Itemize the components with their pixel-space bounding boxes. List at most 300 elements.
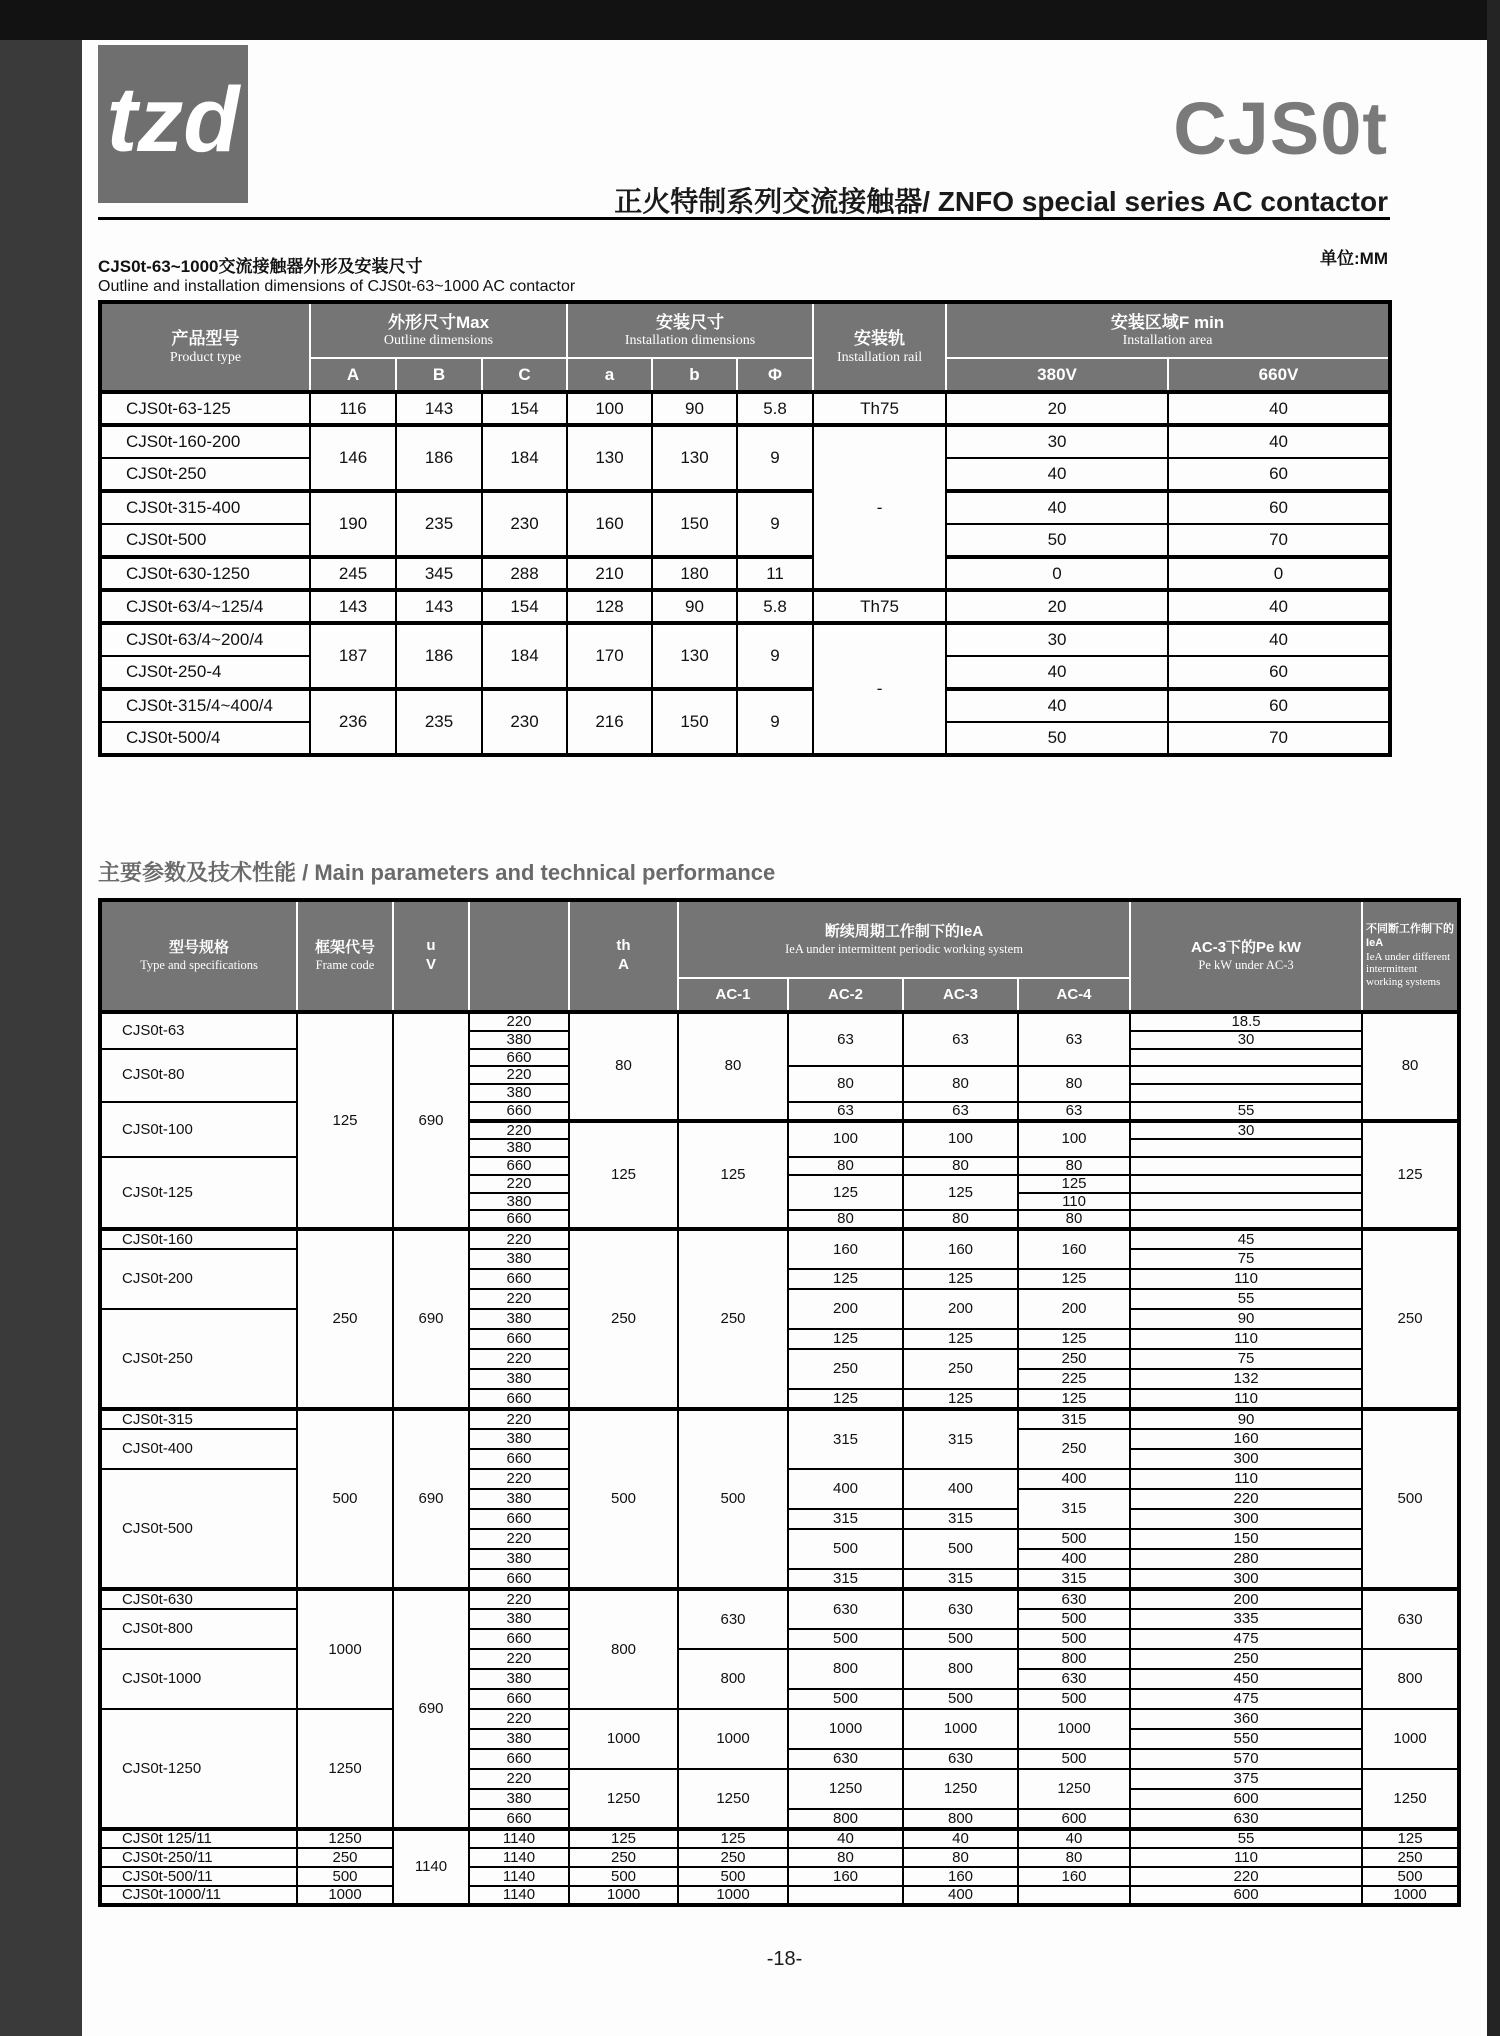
cell-voltage: 220 bbox=[469, 1709, 569, 1729]
cell-AC-4 bbox=[1018, 1886, 1130, 1905]
cell-AC-4: 1000 bbox=[1018, 1709, 1130, 1749]
cell-type: CJS0t-125 bbox=[100, 1157, 297, 1229]
cell-voltage: 660 bbox=[469, 1689, 569, 1709]
header-product-type-en: Product type bbox=[169, 349, 242, 365]
series-subtitle: 正火特制系列交流接触器/ ZNFO special series AC contactor bbox=[614, 186, 1388, 217]
cell-Pe_kW_under_AC-3: 375 bbox=[1130, 1769, 1362, 1789]
cell-AC-4: 125 bbox=[1018, 1329, 1130, 1349]
cell-AC-1: 500 bbox=[678, 1867, 788, 1886]
cell-IeA_different_systems: 1250 bbox=[1362, 1769, 1459, 1829]
cell-frame_code: 1000 bbox=[297, 1589, 393, 1709]
cell-A: 236 bbox=[310, 689, 396, 755]
cell-AC-4: 400 bbox=[1018, 1549, 1130, 1569]
cell-C: 230 bbox=[482, 689, 567, 755]
header-installation-area bbox=[946, 302, 1390, 358]
scan-border-right bbox=[1487, 0, 1500, 2036]
cell-voltage: 380 bbox=[469, 1249, 569, 1269]
cell-voltage: 220 bbox=[469, 1529, 569, 1549]
cell-frame_code: 1000 bbox=[297, 1886, 393, 1905]
cell-b: 90 bbox=[652, 590, 737, 623]
cell-Pe_kW_under_AC-3: 55 bbox=[1130, 1289, 1362, 1309]
cell-phi: 5.8 bbox=[737, 392, 813, 425]
cell-AC-2: 100 bbox=[788, 1121, 903, 1158]
cell-AC-2: 160 bbox=[788, 1867, 903, 1886]
cell-AC-3: 500 bbox=[903, 1529, 1018, 1569]
cell-th_A: 250 bbox=[569, 1229, 678, 1409]
cell-v380: 30 bbox=[946, 425, 1168, 458]
cell-AC-2: 500 bbox=[788, 1529, 903, 1569]
cell-voltage: 660 bbox=[469, 1509, 569, 1529]
header-install-en: Installation dimensions bbox=[624, 333, 756, 349]
cell-u_V: 690 bbox=[393, 1012, 469, 1229]
cell-type: CJS0t 125/11 bbox=[100, 1829, 297, 1848]
cell-voltage: 380 bbox=[469, 1139, 569, 1157]
cell-phi: 9 bbox=[737, 623, 813, 689]
cell-AC-2: 40 bbox=[788, 1829, 903, 1848]
cell-AC-4: 250 bbox=[1018, 1429, 1130, 1469]
cell-Pe_kW_under_AC-3: 335 bbox=[1130, 1609, 1362, 1629]
cell-AC-4: 800 bbox=[1018, 1649, 1130, 1669]
cell-voltage: 380 bbox=[469, 1489, 569, 1509]
cell-AC-3: 160 bbox=[903, 1229, 1018, 1269]
cell-AC-2: 800 bbox=[788, 1649, 903, 1689]
cell-type: CJS0t-100 bbox=[100, 1102, 297, 1157]
cell-voltage: 220 bbox=[469, 1769, 569, 1789]
cell-Pe_kW_under_AC-3: 200 bbox=[1130, 1589, 1362, 1609]
cell-Pe_kW_under_AC-3: 90 bbox=[1130, 1309, 1362, 1329]
cell-voltage: 380 bbox=[469, 1729, 569, 1749]
cell-th_A: 80 bbox=[569, 1012, 678, 1121]
header-rail-zh: 安装轨 bbox=[854, 329, 906, 349]
cell-voltage: 220 bbox=[469, 1469, 569, 1489]
cell-AC-2: 125 bbox=[788, 1269, 903, 1289]
cell-rail: Th75 bbox=[813, 392, 946, 425]
cell-IeA_different_systems: 80 bbox=[1362, 1012, 1459, 1121]
cell-th_A: 125 bbox=[569, 1829, 678, 1848]
cell-AC-4: 80 bbox=[1018, 1157, 1130, 1175]
cell-type: CJS0t-500 bbox=[100, 524, 310, 557]
table-row bbox=[100, 590, 1390, 623]
brand-logo bbox=[98, 45, 248, 203]
model-title: CJS0t bbox=[1173, 87, 1388, 170]
cell-type: CJS0t-500 bbox=[100, 1469, 297, 1589]
cell-v380: 50 bbox=[946, 524, 1168, 557]
cell-Pe_kW_under_AC-3: 280 bbox=[1130, 1549, 1362, 1569]
cell-voltage: 220 bbox=[469, 1649, 569, 1669]
header-AC-4: AC-4 bbox=[1018, 978, 1130, 1012]
header-AC-2: AC-2 bbox=[788, 978, 903, 1012]
cell-AC-1: 500 bbox=[678, 1409, 788, 1589]
cell-Pe_kW_under_AC-3 bbox=[1130, 1157, 1362, 1175]
cell-Pe_kW_under_AC-3: 450 bbox=[1130, 1669, 1362, 1689]
header-th-A bbox=[569, 900, 678, 1012]
cell-voltage: 220 bbox=[469, 1589, 569, 1609]
cell-Pe_kW_under_AC-3: 360 bbox=[1130, 1709, 1362, 1729]
cell-Pe_kW_under_AC-3: 570 bbox=[1130, 1749, 1362, 1769]
cell-type: CJS0t-315-400 bbox=[100, 491, 310, 524]
cell-a: 128 bbox=[567, 590, 652, 623]
header-V: V bbox=[425, 956, 436, 973]
table2-title: 主要参数及技术性能 / Main parameters and technical performance bbox=[98, 860, 776, 885]
cell-AC-2: 1000 bbox=[788, 1709, 903, 1749]
cell-AC-3: 315 bbox=[903, 1569, 1018, 1589]
cell-B: 186 bbox=[396, 425, 482, 491]
cell-type: CJS0t-63/4~125/4 bbox=[100, 590, 310, 623]
cell-voltage: 380 bbox=[469, 1429, 569, 1449]
table-row bbox=[100, 1867, 1459, 1886]
cell-AC-4: 125 bbox=[1018, 1269, 1130, 1289]
cell-u_V: 690 bbox=[393, 1409, 469, 1589]
cell-Pe_kW_under_AC-3: 75 bbox=[1130, 1249, 1362, 1269]
cell-C: 184 bbox=[482, 623, 567, 689]
cell-AC-2: 250 bbox=[788, 1349, 903, 1389]
cell-AC-4: 315 bbox=[1018, 1489, 1130, 1529]
header-product-type-zh: 产品型号 bbox=[171, 329, 240, 349]
header-col-A: A bbox=[310, 358, 396, 392]
table-row bbox=[100, 557, 1390, 590]
cell-v660: 60 bbox=[1168, 491, 1390, 524]
cell-Pe_kW_under_AC-3: 150 bbox=[1130, 1529, 1362, 1549]
cell-AC-1: 630 bbox=[678, 1589, 788, 1649]
cell-a: 160 bbox=[567, 491, 652, 557]
cell-AC-2 bbox=[788, 1886, 903, 1905]
cell-frame_code: 500 bbox=[297, 1867, 393, 1886]
cell-AC-3: 125 bbox=[903, 1389, 1018, 1409]
cell-AC-4: 63 bbox=[1018, 1012, 1130, 1066]
cell-AC-3: 40 bbox=[903, 1829, 1018, 1848]
cell-C: 154 bbox=[482, 392, 567, 425]
header-rail-en: Installation rail bbox=[836, 349, 923, 365]
cell-voltage: 220 bbox=[469, 1289, 569, 1309]
brand-logo-text: tzd bbox=[106, 69, 240, 171]
cell-AC-4: 125 bbox=[1018, 1175, 1130, 1193]
cell-b: 150 bbox=[652, 491, 737, 557]
cell-AC-3: 315 bbox=[903, 1509, 1018, 1529]
cell-Pe_kW_under_AC-3: 220 bbox=[1130, 1489, 1362, 1509]
cell-voltage: 660 bbox=[469, 1749, 569, 1769]
cell-IeA_different_systems: 500 bbox=[1362, 1867, 1459, 1886]
cell-voltage: 1140 bbox=[469, 1829, 569, 1848]
cell-th_A: 500 bbox=[569, 1409, 678, 1589]
cell-AC-3: 80 bbox=[903, 1848, 1018, 1867]
cell-frame_code: 250 bbox=[297, 1848, 393, 1867]
cell-b: 180 bbox=[652, 557, 737, 590]
header-outline-dimensions bbox=[310, 302, 567, 358]
cell-voltage: 380 bbox=[469, 1669, 569, 1689]
cell-AC-4: 110 bbox=[1018, 1193, 1130, 1211]
cell-AC-2: 800 bbox=[788, 1809, 903, 1829]
cell-voltage: 380 bbox=[469, 1549, 569, 1569]
table-row bbox=[100, 1829, 1459, 1848]
cell-B: 143 bbox=[396, 392, 482, 425]
cell-AC-4: 160 bbox=[1018, 1229, 1130, 1269]
cell-a: 100 bbox=[567, 392, 652, 425]
cell-AC-3: 400 bbox=[903, 1469, 1018, 1509]
cell-Pe_kW_under_AC-3 bbox=[1130, 1139, 1362, 1157]
cell-C: 154 bbox=[482, 590, 567, 623]
cell-u_V: 690 bbox=[393, 1589, 469, 1829]
header-u-V bbox=[393, 900, 469, 1012]
cell-B: 345 bbox=[396, 557, 482, 590]
cell-v660: 60 bbox=[1168, 689, 1390, 722]
cell-AC-4: 80 bbox=[1018, 1066, 1130, 1102]
cell-v380: 20 bbox=[946, 590, 1168, 623]
cell-AC-1: 250 bbox=[678, 1229, 788, 1409]
cell-type: CJS0t-500/4 bbox=[100, 722, 310, 755]
cell-AC-4: 500 bbox=[1018, 1529, 1130, 1549]
cell-frame_code: 500 bbox=[297, 1409, 393, 1589]
cell-Pe_kW_under_AC-3: 600 bbox=[1130, 1789, 1362, 1809]
cell-voltage: 660 bbox=[469, 1809, 569, 1829]
cell-Pe_kW_under_AC-3: 220 bbox=[1130, 1867, 1362, 1886]
cell-Pe_kW_under_AC-3: 300 bbox=[1130, 1569, 1362, 1589]
table-row bbox=[100, 425, 1390, 458]
header-installation-dimensions bbox=[567, 302, 813, 358]
unit-label: 单位:MM bbox=[1320, 249, 1388, 268]
cell-voltage: 380 bbox=[469, 1193, 569, 1211]
cell-AC-2: 1250 bbox=[788, 1769, 903, 1809]
cell-type: CJS0t-400 bbox=[100, 1429, 297, 1469]
cell-AC-3: 125 bbox=[903, 1329, 1018, 1349]
cell-AC-1: 125 bbox=[678, 1121, 788, 1230]
header-outline-zh: 外形尺寸Max bbox=[387, 312, 490, 332]
cell-AC-2: 400 bbox=[788, 1469, 903, 1509]
cell-Pe_kW_under_AC-3: 110 bbox=[1130, 1389, 1362, 1409]
cell-type: CJS0t-315 bbox=[100, 1409, 297, 1429]
cell-AC-4: 63 bbox=[1018, 1102, 1130, 1121]
cell-AC-3: 1250 bbox=[903, 1769, 1018, 1809]
cell-type: CJS0t-63-125 bbox=[100, 392, 310, 425]
cell-voltage: 380 bbox=[469, 1369, 569, 1389]
cell-AC-4: 125 bbox=[1018, 1389, 1130, 1409]
cell-voltage: 380 bbox=[469, 1609, 569, 1629]
cell-th_A: 800 bbox=[569, 1589, 678, 1709]
cell-AC-2: 630 bbox=[788, 1589, 903, 1629]
cell-type: CJS0t-315/4~400/4 bbox=[100, 689, 310, 722]
cell-AC-4: 80 bbox=[1018, 1848, 1130, 1867]
cell-Pe_kW_under_AC-3 bbox=[1130, 1193, 1362, 1211]
cell-voltage: 220 bbox=[469, 1012, 569, 1031]
cell-IeA_different_systems: 125 bbox=[1362, 1829, 1459, 1848]
table-row bbox=[100, 689, 1390, 722]
cell-AC-4: 250 bbox=[1018, 1349, 1130, 1369]
header-installation-rail bbox=[813, 302, 946, 392]
cell-Pe_kW_under_AC-3: 45 bbox=[1130, 1229, 1362, 1249]
table-row bbox=[100, 1012, 1459, 1031]
cell-AC-4: 100 bbox=[1018, 1121, 1130, 1158]
header-diff-zh: 不同断工作制下的IeA bbox=[1366, 923, 1455, 950]
header-A: A bbox=[618, 956, 629, 973]
cell-frame_code: 1250 bbox=[297, 1829, 393, 1848]
cell-AC-1: 1000 bbox=[678, 1886, 788, 1905]
cell-AC-3: 315 bbox=[903, 1409, 1018, 1469]
cell-B: 235 bbox=[396, 491, 482, 557]
cell-Pe_kW_under_AC-3: 90 bbox=[1130, 1409, 1362, 1429]
cell-C: 184 bbox=[482, 425, 567, 491]
cell-b: 130 bbox=[652, 623, 737, 689]
cell-A: 146 bbox=[310, 425, 396, 491]
cell-v380: 0 bbox=[946, 557, 1168, 590]
cell-Pe_kW_under_AC-3: 475 bbox=[1130, 1629, 1362, 1649]
header-outline-en: Outline dimensions bbox=[383, 333, 494, 349]
cell-type: CJS0t-63/4~200/4 bbox=[100, 623, 310, 656]
cell-type: CJS0t-800 bbox=[100, 1609, 297, 1649]
cell-Pe_kW_under_AC-3: 550 bbox=[1130, 1729, 1362, 1749]
cell-type: CJS0t-630-1250 bbox=[100, 557, 310, 590]
cell-IeA_different_systems: 125 bbox=[1362, 1121, 1459, 1230]
header-IeA-different-systems bbox=[1362, 900, 1459, 1012]
cell-Pe_kW_under_AC-3: 30 bbox=[1130, 1031, 1362, 1049]
cell-rail: Th75 bbox=[813, 590, 946, 623]
cell-AC-2: 80 bbox=[788, 1848, 903, 1867]
cell-voltage: 660 bbox=[469, 1269, 569, 1289]
cell-voltage: 660 bbox=[469, 1629, 569, 1649]
header-th: th bbox=[616, 937, 631, 955]
cell-u_V: 690 bbox=[393, 1229, 469, 1409]
header-col-660V: 660V bbox=[1168, 358, 1390, 392]
cell-AC-2: 200 bbox=[788, 1289, 903, 1329]
cell-voltage: 220 bbox=[469, 1229, 569, 1249]
cell-rail: - bbox=[813, 425, 946, 590]
cell-AC-4: 315 bbox=[1018, 1569, 1130, 1589]
cell-voltage: 660 bbox=[469, 1157, 569, 1175]
table-row bbox=[100, 491, 1390, 524]
cell-v380: 20 bbox=[946, 392, 1168, 425]
table-row bbox=[100, 392, 1390, 425]
cell-A: 245 bbox=[310, 557, 396, 590]
cell-Pe_kW_under_AC-3: 110 bbox=[1130, 1469, 1362, 1489]
cell-a: 210 bbox=[567, 557, 652, 590]
table1-title bbox=[98, 257, 575, 297]
cell-voltage: 660 bbox=[469, 1389, 569, 1409]
cell-Pe_kW_under_AC-3: 110 bbox=[1130, 1329, 1362, 1349]
cell-a: 170 bbox=[567, 623, 652, 689]
header-voltage-blank bbox=[469, 900, 569, 1012]
cell-Pe_kW_under_AC-3: 132 bbox=[1130, 1369, 1362, 1389]
cell-type: CJS0t-250 bbox=[100, 458, 310, 491]
header-frame-en: Frame code bbox=[315, 958, 375, 973]
cell-v660: 40 bbox=[1168, 590, 1390, 623]
cell-AC-2: 315 bbox=[788, 1409, 903, 1469]
cell-voltage: 1140 bbox=[469, 1886, 569, 1905]
cell-IeA_different_systems: 500 bbox=[1362, 1409, 1459, 1589]
cell-Pe_kW_under_AC-3: 110 bbox=[1130, 1269, 1362, 1289]
cell-AC-4: 80 bbox=[1018, 1210, 1130, 1229]
cell-voltage: 380 bbox=[469, 1031, 569, 1049]
cell-phi: 9 bbox=[737, 425, 813, 491]
cell-v380: 40 bbox=[946, 656, 1168, 689]
cell-AC-2: 63 bbox=[788, 1012, 903, 1066]
cell-th_A: 250 bbox=[569, 1848, 678, 1867]
cell-AC-4: 40 bbox=[1018, 1829, 1130, 1848]
cell-v380: 30 bbox=[946, 623, 1168, 656]
cell-C: 230 bbox=[482, 491, 567, 557]
cell-AC-1: 1250 bbox=[678, 1769, 788, 1829]
cell-type: CJS0t-1250 bbox=[100, 1709, 297, 1829]
cell-v660: 0 bbox=[1168, 557, 1390, 590]
cell-Pe_kW_under_AC-3 bbox=[1130, 1210, 1362, 1229]
header-u: u bbox=[426, 937, 436, 955]
cell-v380: 50 bbox=[946, 722, 1168, 755]
cell-B: 186 bbox=[396, 623, 482, 689]
cell-AC-3: 1000 bbox=[903, 1709, 1018, 1749]
cell-AC-4: 160 bbox=[1018, 1867, 1130, 1886]
cell-B: 143 bbox=[396, 590, 482, 623]
cell-th_A: 125 bbox=[569, 1121, 678, 1230]
header-col-C: C bbox=[482, 358, 567, 392]
cell-voltage: 380 bbox=[469, 1084, 569, 1102]
cell-IeA_different_systems: 1000 bbox=[1362, 1886, 1459, 1905]
table1-title-en: Outline and installation dimensions of CJS0t-63~1000 AC contactor bbox=[98, 278, 576, 296]
cell-IeA_different_systems: 1000 bbox=[1362, 1709, 1459, 1769]
cell-Pe_kW_under_AC-3 bbox=[1130, 1084, 1362, 1102]
cell-AC-4: 500 bbox=[1018, 1629, 1130, 1649]
cell-frame_code: 1250 bbox=[297, 1709, 393, 1829]
cell-AC-2: 125 bbox=[788, 1329, 903, 1349]
cell-AC-4: 225 bbox=[1018, 1369, 1130, 1389]
cell-voltage: 1140 bbox=[469, 1867, 569, 1886]
cell-AC-3: 400 bbox=[903, 1886, 1018, 1905]
cell-th_A: 1250 bbox=[569, 1769, 678, 1829]
cell-AC-2: 500 bbox=[788, 1629, 903, 1649]
header-install-zh: 安装尺寸 bbox=[656, 312, 725, 332]
cell-type: CJS0t-250-4 bbox=[100, 656, 310, 689]
cell-voltage: 220 bbox=[469, 1066, 569, 1084]
cell-IeA_different_systems: 250 bbox=[1362, 1848, 1459, 1867]
outline-dimensions-table bbox=[98, 300, 1392, 757]
cell-voltage: 660 bbox=[469, 1329, 569, 1349]
cell-AC-2: 80 bbox=[788, 1157, 903, 1175]
cell-phi: 11 bbox=[737, 557, 813, 590]
cell-A: 143 bbox=[310, 590, 396, 623]
cell-AC-3: 250 bbox=[903, 1349, 1018, 1389]
table-row bbox=[100, 1409, 1459, 1429]
cell-Pe_kW_under_AC-3: 110 bbox=[1130, 1848, 1362, 1867]
cell-AC-3: 630 bbox=[903, 1589, 1018, 1629]
cell-Pe_kW_under_AC-3: 630 bbox=[1130, 1809, 1362, 1829]
cell-AC-4: 500 bbox=[1018, 1749, 1130, 1769]
cell-AC-2: 315 bbox=[788, 1569, 903, 1589]
cell-type: CJS0t-80 bbox=[100, 1049, 297, 1102]
cell-type: CJS0t-200 bbox=[100, 1249, 297, 1309]
cell-th_A: 1000 bbox=[569, 1886, 678, 1905]
cell-AC-2: 63 bbox=[788, 1102, 903, 1121]
cell-AC-3: 80 bbox=[903, 1066, 1018, 1102]
header-AC-1: AC-1 bbox=[678, 978, 788, 1012]
cell-type: CJS0t-1000 bbox=[100, 1649, 297, 1709]
header-frame-zh: 框架代号 bbox=[314, 939, 375, 957]
cell-Pe_kW_under_AC-3: 300 bbox=[1130, 1509, 1362, 1529]
cell-AC-3: 630 bbox=[903, 1749, 1018, 1769]
cell-voltage: 380 bbox=[469, 1309, 569, 1329]
cell-Pe_kW_under_AC-3: 75 bbox=[1130, 1349, 1362, 1369]
cell-AC-3: 160 bbox=[903, 1867, 1018, 1886]
cell-b: 90 bbox=[652, 392, 737, 425]
cell-voltage: 220 bbox=[469, 1175, 569, 1193]
cell-type: CJS0t-630 bbox=[100, 1589, 297, 1609]
cell-AC-3: 800 bbox=[903, 1649, 1018, 1689]
cell-AC-4: 200 bbox=[1018, 1289, 1130, 1329]
cell-AC-1: 250 bbox=[678, 1848, 788, 1867]
cell-AC-2: 80 bbox=[788, 1210, 903, 1229]
header-diff-en: IeA under different intermittent working systems bbox=[1366, 950, 1451, 989]
cell-type: CJS0t-500/11 bbox=[100, 1867, 297, 1886]
cell-AC-1: 1000 bbox=[678, 1709, 788, 1769]
table-row bbox=[100, 1886, 1459, 1905]
cell-phi: 9 bbox=[737, 491, 813, 557]
cell-IeA_different_systems: 800 bbox=[1362, 1649, 1459, 1709]
cell-v660: 40 bbox=[1168, 425, 1390, 458]
